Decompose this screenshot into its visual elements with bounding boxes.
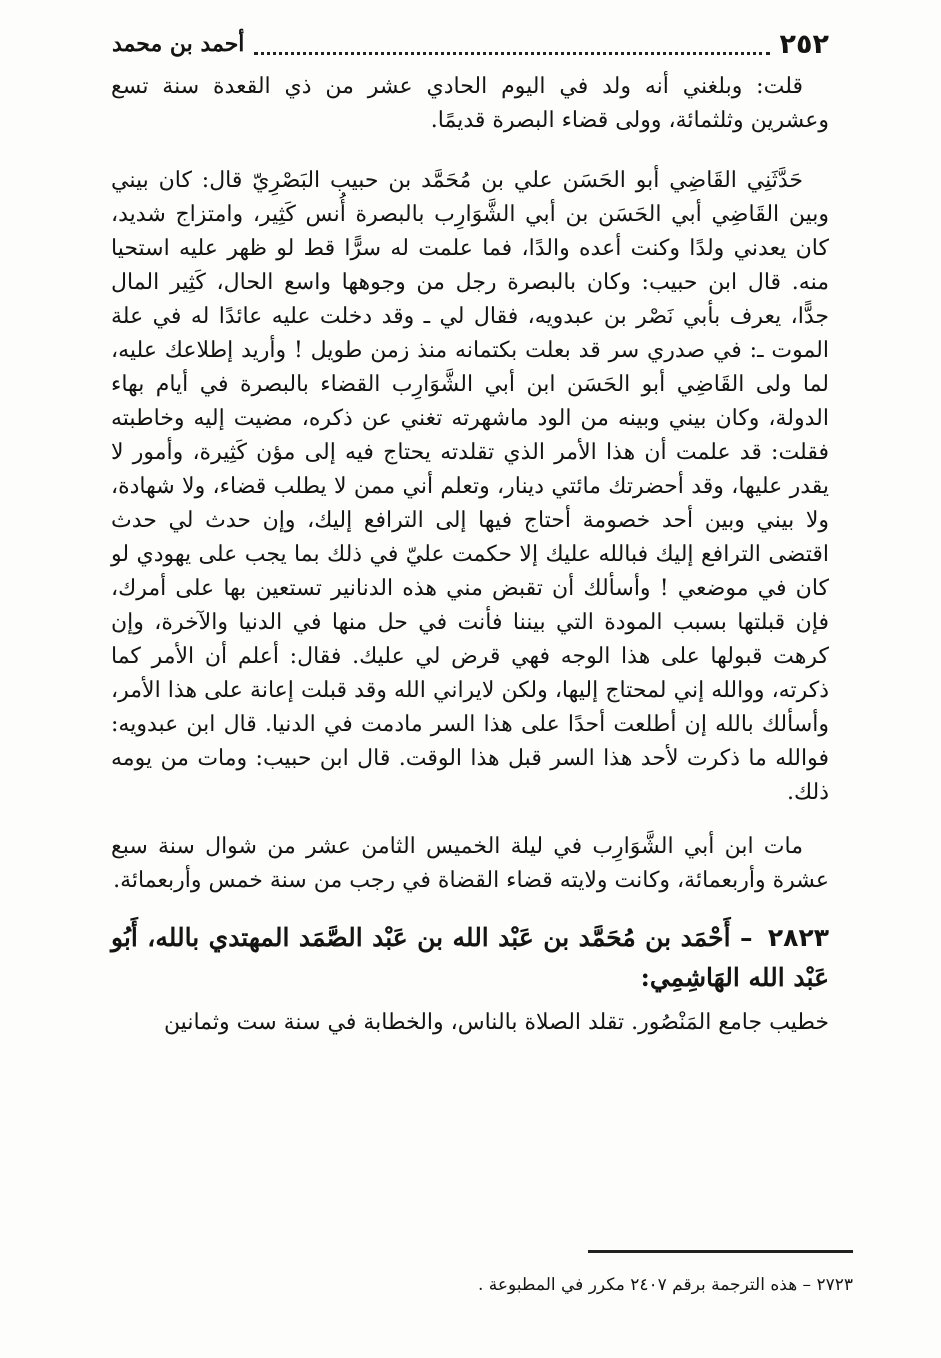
- header-dotted-leader: [254, 33, 769, 55]
- entry-heading: [111, 918, 829, 998]
- paragraph-death-note: مات ابن أبي الشَّوَارِب في ليلة الخميس الثامن عشر من شوال سنة سبع عشرة وأربعمائة، وكانت ولايته قضاء القضاة في رجب من سنة خمس وأربعمائة.: [111, 834, 829, 893]
- entry-paragraph: خطيب جامع المَنْصُور. تقلد الصلاة بالناس، والخطابة في سنة ست وثمانين: [163, 1010, 829, 1035]
- paragraph-birth-note: قلت: وبلغني أنه ولد في اليوم الحادي عشر من ذي القعدة سنة تسع وعشرين وثلثمائة، وولى قضاء البصرة قديمًا.: [111, 74, 829, 133]
- footnote-divider: [588, 1250, 853, 1253]
- page-header: [112, 26, 829, 62]
- running-title: أحمد بن محمد: [112, 31, 245, 57]
- entry-title: أَحْمَد بن مُحَمَّد بن عَبْد الله بن عَبْد الصَّمَد المهتدي بالله، أَبُو عَبْد الله الهَاشِمِي:: [111, 923, 829, 992]
- paragraph-narration: حَدَّثَنِي القَاضِي أبو الحَسَن علي بن مُحَمَّد بن حبيب البَصْرِيّ قال: كان بيني وبين القَاضِي أبي الحَسَن بن أبي الشَّوَارِب بالبصرة أُنس كَثِير، وامتزاج شديد، كان يعدني ولدًا وكنت أعده والدًا، فما علمت له سرًّا قط لو ظهر عليه استحيا منه. قال ابن حبيب: وكان بالبصرة رجل من وجوهها واسع الحال، كَثِير المال جدًّا، يعرف بأبي نَصْر بن عبدويه، فقال لي ـ وقد دخلت عليه عائدًا له في علة الموت ـ: في صدري سر قد بعلت بكتمانه منذ زمن طويل ! وأريد إطلاعك عليه، لما ولى القَاضِي أبو الحَسَن ابن أبي الشَّوَارِب القضاء بالبصرة في أيام بهاء الدولة، وكان بيني وبينه من الود ماشهرته تغني عن ذكره، مضيت إليه وخاطبته فقلت: قد علمت أن هذا الأمر الذي تقلدته يحتاج فيه إلى مؤن كَثِيرة، وأمور لا يقدر عليها، وقد أحضرتك مائتي دينار، وتعلم أني ممن لا يطلب قضاء، ولا شهادة، ولا بيني وبين أحد خصومة أحتاج فيها إلى الترافع إليك، وإن حدث لي حدث اقتضى الترافع إليك فبالله عليك إلا حكمت عليّ في ذلك بما يجب على يهودي لو كان في موضعي ! وأسألك أن تقبض مني هذه الدنانير تستعين بها على أمرك، فإن قبلتها بسبب المودة التي بيننا فأنت في حل منها في الدنيا والآخرة، وإن كرهت قبولها على هذا الوجه فهي قرض لي عليك. فقال: أعلم أن الأمر كما ذكرته، ووالله إني لمحتاج إليها، ولكن لايراني الله وقد قبلت إعانة على هذا الأمر، وأسألك بالله إن أطلعت أحدًا على هذا السر مادمت في الدنيا. قال ابن عبدويه: فوالله ما ذكرت لأحد هذا السر قبل هذا الوقت. قال ابن حبيب: ومات من يومه ذلك.: [111, 168, 829, 805]
- entry-dash: –: [739, 923, 753, 952]
- entry-number: ٢٨٢٣: [767, 923, 829, 952]
- page-number: ٢٥٢: [779, 28, 829, 60]
- footnote: ٢٧٢٣ – هذه الترجمة برقم ٢٤٠٧ مكرر في المطبوعة .: [477, 1275, 853, 1295]
- body-text: [111, 70, 829, 1040]
